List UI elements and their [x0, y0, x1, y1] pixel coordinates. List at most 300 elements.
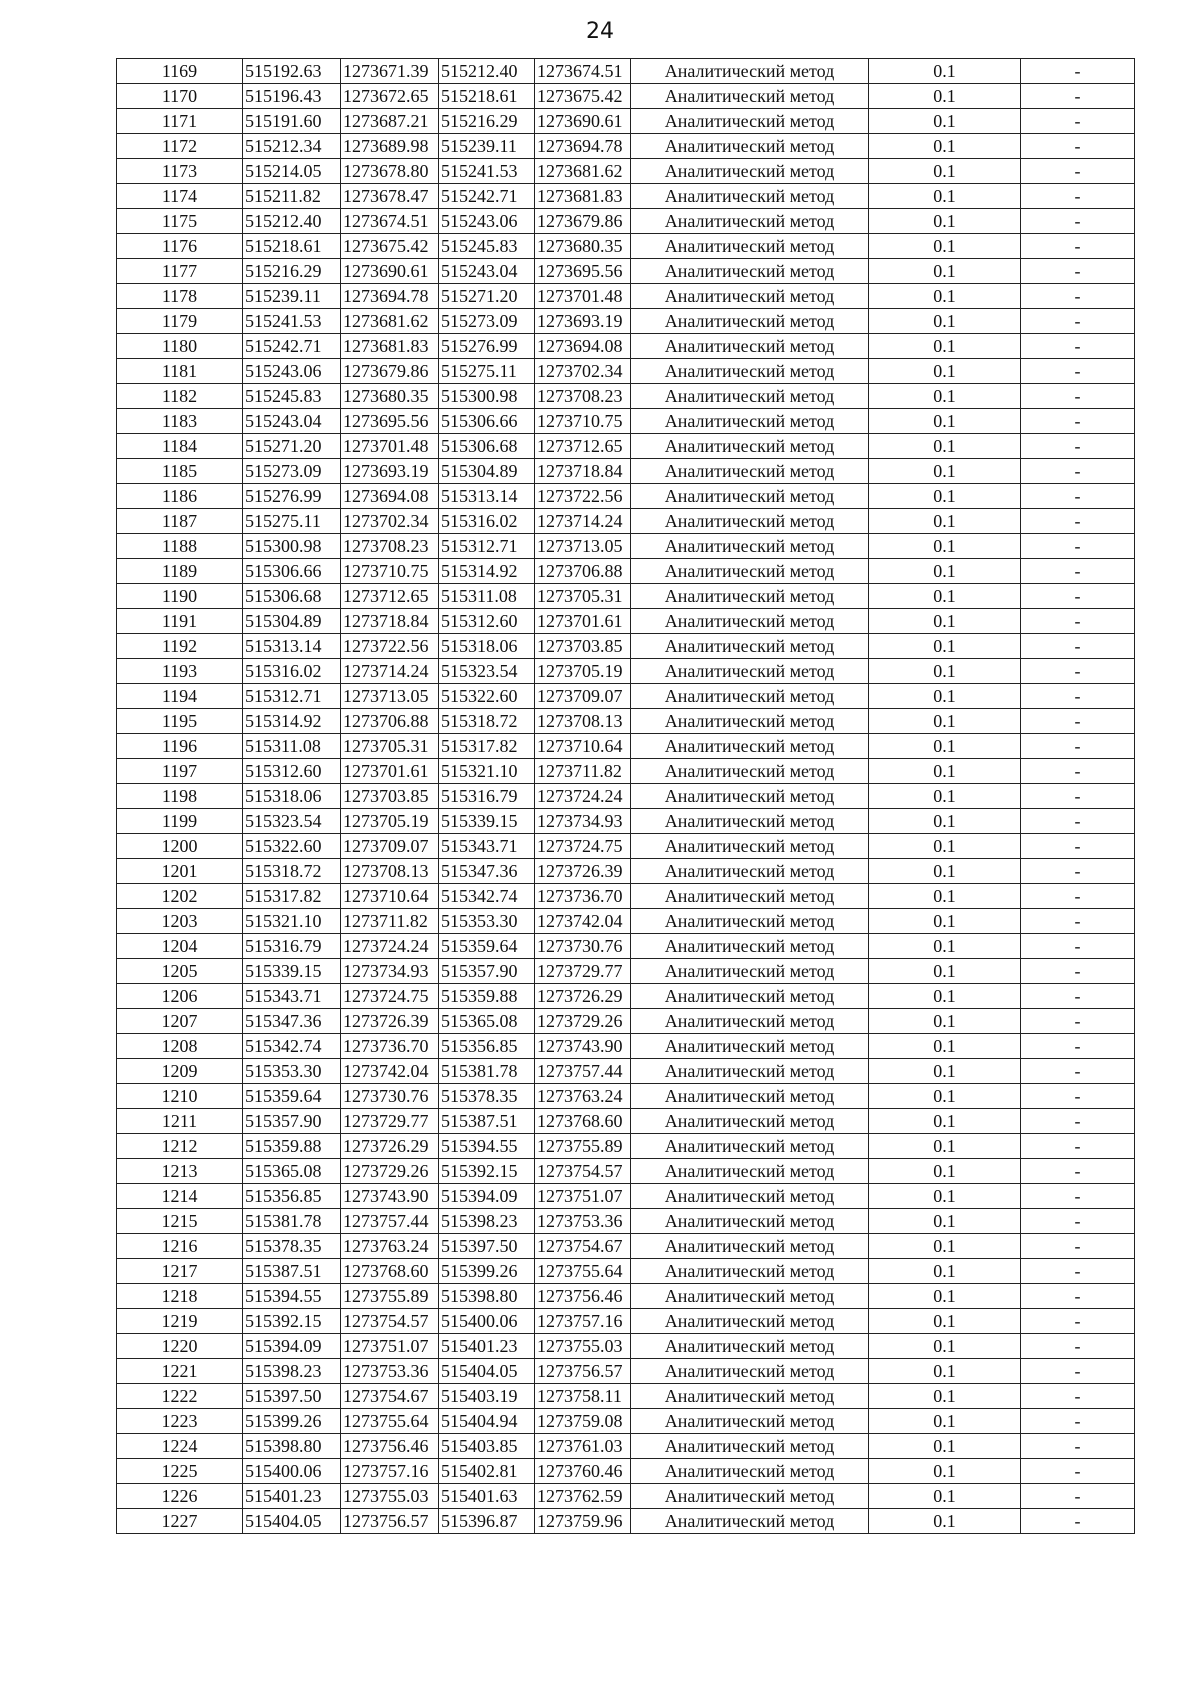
point-number-cell: 1173 [117, 159, 243, 184]
x-start-cell: 515243.06 [243, 359, 341, 384]
y-end-cell: 1273708.23 [535, 384, 631, 409]
point-number-cell: 1202 [117, 884, 243, 909]
y-end-cell: 1273759.96 [535, 1509, 631, 1534]
y-start-cell: 1273708.13 [341, 859, 439, 884]
note-cell: - [1021, 734, 1135, 759]
method-cell: Аналитический метод [631, 1209, 869, 1234]
note-cell: - [1021, 834, 1135, 859]
y-start-cell: 1273671.39 [341, 59, 439, 84]
y-start-cell: 1273705.19 [341, 809, 439, 834]
x-start-cell: 515359.88 [243, 1134, 341, 1159]
table-row [117, 1284, 1135, 1309]
accuracy-cell: 0.1 [869, 159, 1021, 184]
table-row [117, 809, 1135, 834]
note-cell: - [1021, 184, 1135, 209]
method-cell: Аналитический метод [631, 459, 869, 484]
x-start-cell: 515400.06 [243, 1459, 341, 1484]
table-row [117, 1484, 1135, 1509]
x-end-cell: 515404.94 [439, 1409, 535, 1434]
method-cell: Аналитический метод [631, 684, 869, 709]
accuracy-cell: 0.1 [869, 709, 1021, 734]
y-end-cell: 1273730.76 [535, 934, 631, 959]
y-end-cell: 1273734.93 [535, 809, 631, 834]
table-row [117, 109, 1135, 134]
x-start-cell: 515404.05 [243, 1509, 341, 1534]
accuracy-cell: 0.1 [869, 1459, 1021, 1484]
table-row [117, 934, 1135, 959]
point-number-cell: 1175 [117, 209, 243, 234]
x-end-cell: 515403.85 [439, 1434, 535, 1459]
x-end-cell: 515212.40 [439, 59, 535, 84]
x-start-cell: 515397.50 [243, 1384, 341, 1409]
x-start-cell: 515216.29 [243, 259, 341, 284]
method-cell: Аналитический метод [631, 559, 869, 584]
accuracy-cell: 0.1 [869, 1234, 1021, 1259]
table-row [117, 859, 1135, 884]
accuracy-cell: 0.1 [869, 1084, 1021, 1109]
y-end-cell: 1273693.19 [535, 309, 631, 334]
table-row [117, 684, 1135, 709]
y-start-cell: 1273726.39 [341, 1009, 439, 1034]
x-start-cell: 515316.02 [243, 659, 341, 684]
table-row [117, 1059, 1135, 1084]
accuracy-cell: 0.1 [869, 59, 1021, 84]
point-number-cell: 1191 [117, 609, 243, 634]
y-end-cell: 1273674.51 [535, 59, 631, 84]
method-cell: Аналитический метод [631, 334, 869, 359]
y-end-cell: 1273679.86 [535, 209, 631, 234]
x-start-cell: 515394.09 [243, 1334, 341, 1359]
note-cell: - [1021, 384, 1135, 409]
x-start-cell: 515218.61 [243, 234, 341, 259]
method-cell: Аналитический метод [631, 1009, 869, 1034]
point-number-cell: 1197 [117, 759, 243, 784]
accuracy-cell: 0.1 [869, 234, 1021, 259]
accuracy-cell: 0.1 [869, 834, 1021, 859]
x-end-cell: 515313.14 [439, 484, 535, 509]
accuracy-cell: 0.1 [869, 659, 1021, 684]
note-cell: - [1021, 909, 1135, 934]
point-number-cell: 1210 [117, 1084, 243, 1109]
point-number-cell: 1211 [117, 1109, 243, 1134]
note-cell: - [1021, 809, 1135, 834]
method-cell: Аналитический метод [631, 434, 869, 459]
note-cell: - [1021, 1409, 1135, 1434]
y-start-cell: 1273675.42 [341, 234, 439, 259]
note-cell: - [1021, 859, 1135, 884]
x-end-cell: 515401.63 [439, 1484, 535, 1509]
table-row [117, 209, 1135, 234]
y-end-cell: 1273742.04 [535, 909, 631, 934]
y-end-cell: 1273743.90 [535, 1034, 631, 1059]
x-start-cell: 515306.66 [243, 559, 341, 584]
x-start-cell: 515317.82 [243, 884, 341, 909]
x-start-cell: 515398.23 [243, 1359, 341, 1384]
method-cell: Аналитический метод [631, 709, 869, 734]
y-start-cell: 1273743.90 [341, 1184, 439, 1209]
table-row [117, 159, 1135, 184]
table-row [117, 1384, 1135, 1409]
table-row [117, 534, 1135, 559]
y-start-cell: 1273713.05 [341, 684, 439, 709]
accuracy-cell: 0.1 [869, 259, 1021, 284]
table-row [117, 484, 1135, 509]
method-cell: Аналитический метод [631, 659, 869, 684]
accuracy-cell: 0.1 [869, 934, 1021, 959]
method-cell: Аналитический метод [631, 584, 869, 609]
x-end-cell: 515318.06 [439, 634, 535, 659]
y-start-cell: 1273710.64 [341, 884, 439, 909]
table-body [117, 59, 1135, 1534]
point-number-cell: 1171 [117, 109, 243, 134]
method-cell: Аналитический метод [631, 759, 869, 784]
x-start-cell: 515394.55 [243, 1284, 341, 1309]
method-cell: Аналитический метод [631, 984, 869, 1009]
x-start-cell: 515318.06 [243, 784, 341, 809]
accuracy-cell: 0.1 [869, 1334, 1021, 1359]
x-start-cell: 515347.36 [243, 1009, 341, 1034]
y-start-cell: 1273709.07 [341, 834, 439, 859]
x-end-cell: 515398.80 [439, 1284, 535, 1309]
method-cell: Аналитический метод [631, 209, 869, 234]
x-end-cell: 515218.61 [439, 84, 535, 109]
x-start-cell: 515311.08 [243, 734, 341, 759]
point-number-cell: 1182 [117, 384, 243, 409]
x-end-cell: 515397.50 [439, 1234, 535, 1259]
note-cell: - [1021, 659, 1135, 684]
method-cell: Аналитический метод [631, 1284, 869, 1309]
x-end-cell: 515314.92 [439, 559, 535, 584]
accuracy-cell: 0.1 [869, 459, 1021, 484]
accuracy-cell: 0.1 [869, 559, 1021, 584]
note-cell: - [1021, 1234, 1135, 1259]
note-cell: - [1021, 884, 1135, 909]
method-cell: Аналитический метод [631, 509, 869, 534]
x-end-cell: 515399.26 [439, 1259, 535, 1284]
y-start-cell: 1273687.21 [341, 109, 439, 134]
x-end-cell: 515403.19 [439, 1384, 535, 1409]
method-cell: Аналитический метод [631, 1484, 869, 1509]
y-end-cell: 1273759.08 [535, 1409, 631, 1434]
accuracy-cell: 0.1 [869, 84, 1021, 109]
table-row [117, 434, 1135, 459]
table-row [117, 884, 1135, 909]
accuracy-cell: 0.1 [869, 734, 1021, 759]
y-start-cell: 1273679.86 [341, 359, 439, 384]
note-cell: - [1021, 984, 1135, 1009]
y-end-cell: 1273768.60 [535, 1109, 631, 1134]
x-start-cell: 515357.90 [243, 1109, 341, 1134]
point-number-cell: 1198 [117, 784, 243, 809]
point-number-cell: 1187 [117, 509, 243, 534]
y-start-cell: 1273753.36 [341, 1359, 439, 1384]
y-end-cell: 1273753.36 [535, 1209, 631, 1234]
x-end-cell: 515318.72 [439, 709, 535, 734]
x-start-cell: 515300.98 [243, 534, 341, 559]
x-end-cell: 515321.10 [439, 759, 535, 784]
accuracy-cell: 0.1 [869, 634, 1021, 659]
table-row [117, 259, 1135, 284]
method-cell: Аналитический метод [631, 159, 869, 184]
y-start-cell: 1273718.84 [341, 609, 439, 634]
y-end-cell: 1273705.31 [535, 584, 631, 609]
note-cell: - [1021, 1134, 1135, 1159]
table-row [117, 1459, 1135, 1484]
method-cell: Аналитический метод [631, 109, 869, 134]
method-cell: Аналитический метод [631, 634, 869, 659]
point-number-cell: 1190 [117, 584, 243, 609]
x-start-cell: 515318.72 [243, 859, 341, 884]
y-start-cell: 1273703.85 [341, 784, 439, 809]
x-start-cell: 515323.54 [243, 809, 341, 834]
method-cell: Аналитический метод [631, 1309, 869, 1334]
note-cell: - [1021, 1059, 1135, 1084]
table-row [117, 1509, 1135, 1534]
accuracy-cell: 0.1 [869, 109, 1021, 134]
y-start-cell: 1273757.44 [341, 1209, 439, 1234]
x-end-cell: 515312.60 [439, 609, 535, 634]
note-cell: - [1021, 209, 1135, 234]
x-end-cell: 515339.15 [439, 809, 535, 834]
table-row [117, 1434, 1135, 1459]
y-start-cell: 1273755.89 [341, 1284, 439, 1309]
point-number-cell: 1221 [117, 1359, 243, 1384]
point-number-cell: 1188 [117, 534, 243, 559]
accuracy-cell: 0.1 [869, 859, 1021, 884]
note-cell: - [1021, 1159, 1135, 1184]
table-row [117, 509, 1135, 534]
x-start-cell: 515212.34 [243, 134, 341, 159]
x-start-cell: 515211.82 [243, 184, 341, 209]
point-number-cell: 1192 [117, 634, 243, 659]
y-end-cell: 1273754.67 [535, 1234, 631, 1259]
x-end-cell: 515242.71 [439, 184, 535, 209]
accuracy-cell: 0.1 [869, 359, 1021, 384]
table-row [117, 759, 1135, 784]
point-number-cell: 1226 [117, 1484, 243, 1509]
y-end-cell: 1273761.03 [535, 1434, 631, 1459]
table-row [117, 784, 1135, 809]
accuracy-cell: 0.1 [869, 134, 1021, 159]
y-start-cell: 1273757.16 [341, 1459, 439, 1484]
y-end-cell: 1273705.19 [535, 659, 631, 684]
x-start-cell: 515401.23 [243, 1484, 341, 1509]
y-start-cell: 1273768.60 [341, 1259, 439, 1284]
y-end-cell: 1273726.29 [535, 984, 631, 1009]
x-end-cell: 515353.30 [439, 909, 535, 934]
y-start-cell: 1273701.61 [341, 759, 439, 784]
table-row [117, 59, 1135, 84]
accuracy-cell: 0.1 [869, 309, 1021, 334]
table-row [117, 1359, 1135, 1384]
method-cell: Аналитический метод [631, 734, 869, 759]
x-end-cell: 515343.71 [439, 834, 535, 859]
table-row [117, 334, 1135, 359]
table-row [117, 184, 1135, 209]
method-cell: Аналитический метод [631, 284, 869, 309]
point-number-cell: 1219 [117, 1309, 243, 1334]
y-start-cell: 1273751.07 [341, 1334, 439, 1359]
x-start-cell: 515312.71 [243, 684, 341, 709]
x-start-cell: 515314.92 [243, 709, 341, 734]
note-cell: - [1021, 1309, 1135, 1334]
table-row [117, 959, 1135, 984]
x-start-cell: 515242.71 [243, 334, 341, 359]
note-cell: - [1021, 1284, 1135, 1309]
x-start-cell: 515359.64 [243, 1084, 341, 1109]
accuracy-cell: 0.1 [869, 1284, 1021, 1309]
y-end-cell: 1273694.78 [535, 134, 631, 159]
x-end-cell: 515300.98 [439, 384, 535, 409]
y-end-cell: 1273675.42 [535, 84, 631, 109]
x-start-cell: 515316.79 [243, 934, 341, 959]
point-number-cell: 1201 [117, 859, 243, 884]
note-cell: - [1021, 709, 1135, 734]
method-cell: Аналитический метод [631, 309, 869, 334]
table-row [117, 134, 1135, 159]
accuracy-cell: 0.1 [869, 409, 1021, 434]
x-start-cell: 515387.51 [243, 1259, 341, 1284]
x-end-cell: 515317.82 [439, 734, 535, 759]
accuracy-cell: 0.1 [869, 584, 1021, 609]
method-cell: Аналитический метод [631, 959, 869, 984]
accuracy-cell: 0.1 [869, 909, 1021, 934]
table-row [117, 459, 1135, 484]
accuracy-cell: 0.1 [869, 1159, 1021, 1184]
y-end-cell: 1273701.48 [535, 284, 631, 309]
x-end-cell: 515404.05 [439, 1359, 535, 1384]
point-number-cell: 1227 [117, 1509, 243, 1534]
y-start-cell: 1273724.75 [341, 984, 439, 1009]
point-number-cell: 1196 [117, 734, 243, 759]
x-end-cell: 515316.79 [439, 784, 535, 809]
x-start-cell: 515399.26 [243, 1409, 341, 1434]
table-row [117, 309, 1135, 334]
table-row [117, 1234, 1135, 1259]
table-row [117, 384, 1135, 409]
method-cell: Аналитический метод [631, 834, 869, 859]
x-end-cell: 515392.15 [439, 1159, 535, 1184]
accuracy-cell: 0.1 [869, 1359, 1021, 1384]
method-cell: Аналитический метод [631, 1359, 869, 1384]
table-row [117, 584, 1135, 609]
note-cell: - [1021, 759, 1135, 784]
table-row [117, 609, 1135, 634]
accuracy-cell: 0.1 [869, 884, 1021, 909]
method-cell: Аналитический метод [631, 1084, 869, 1109]
x-end-cell: 515394.55 [439, 1134, 535, 1159]
y-start-cell: 1273729.77 [341, 1109, 439, 1134]
point-number-cell: 1214 [117, 1184, 243, 1209]
y-end-cell: 1273680.35 [535, 234, 631, 259]
x-start-cell: 515365.08 [243, 1159, 341, 1184]
accuracy-cell: 0.1 [869, 1184, 1021, 1209]
method-cell: Аналитический метод [631, 234, 869, 259]
method-cell: Аналитический метод [631, 259, 869, 284]
point-number-cell: 1213 [117, 1159, 243, 1184]
x-start-cell: 515239.11 [243, 284, 341, 309]
note-cell: - [1021, 1359, 1135, 1384]
accuracy-cell: 0.1 [869, 1384, 1021, 1409]
table-row [117, 359, 1135, 384]
note-cell: - [1021, 784, 1135, 809]
note-cell: - [1021, 309, 1135, 334]
table-row [117, 1134, 1135, 1159]
note-cell: - [1021, 1509, 1135, 1534]
accuracy-cell: 0.1 [869, 284, 1021, 309]
method-cell: Аналитический метод [631, 1109, 869, 1134]
y-end-cell: 1273729.77 [535, 959, 631, 984]
y-start-cell: 1273710.75 [341, 559, 439, 584]
y-end-cell: 1273718.84 [535, 459, 631, 484]
accuracy-cell: 0.1 [869, 984, 1021, 1009]
x-start-cell: 515245.83 [243, 384, 341, 409]
y-end-cell: 1273708.13 [535, 709, 631, 734]
note-cell: - [1021, 1259, 1135, 1284]
accuracy-cell: 0.1 [869, 1509, 1021, 1534]
method-cell: Аналитический метод [631, 1259, 869, 1284]
y-end-cell: 1273706.88 [535, 559, 631, 584]
accuracy-cell: 0.1 [869, 784, 1021, 809]
y-start-cell: 1273705.31 [341, 734, 439, 759]
x-start-cell: 515306.68 [243, 584, 341, 609]
accuracy-cell: 0.1 [869, 334, 1021, 359]
note-cell: - [1021, 609, 1135, 634]
x-end-cell: 515323.54 [439, 659, 535, 684]
point-number-cell: 1199 [117, 809, 243, 834]
x-end-cell: 515243.04 [439, 259, 535, 284]
method-cell: Аналитический метод [631, 784, 869, 809]
y-start-cell: 1273701.48 [341, 434, 439, 459]
x-end-cell: 515357.90 [439, 959, 535, 984]
method-cell: Аналитический метод [631, 134, 869, 159]
point-number-cell: 1216 [117, 1234, 243, 1259]
point-number-cell: 1172 [117, 134, 243, 159]
y-start-cell: 1273695.56 [341, 409, 439, 434]
point-number-cell: 1209 [117, 1059, 243, 1084]
x-end-cell: 515359.64 [439, 934, 535, 959]
note-cell: - [1021, 1209, 1135, 1234]
accuracy-cell: 0.1 [869, 959, 1021, 984]
x-end-cell: 515312.71 [439, 534, 535, 559]
method-cell: Аналитический метод [631, 59, 869, 84]
x-end-cell: 515241.53 [439, 159, 535, 184]
x-start-cell: 515378.35 [243, 1234, 341, 1259]
accuracy-cell: 0.1 [869, 1009, 1021, 1034]
page-number: 24 [586, 19, 614, 44]
y-end-cell: 1273755.64 [535, 1259, 631, 1284]
y-end-cell: 1273695.56 [535, 259, 631, 284]
x-start-cell: 515192.63 [243, 59, 341, 84]
table-row [117, 1334, 1135, 1359]
table-row [117, 234, 1135, 259]
point-number-cell: 1193 [117, 659, 243, 684]
x-start-cell: 515312.60 [243, 759, 341, 784]
table-row [117, 559, 1135, 584]
y-start-cell: 1273694.08 [341, 484, 439, 509]
point-number-cell: 1208 [117, 1034, 243, 1059]
point-number-cell: 1218 [117, 1284, 243, 1309]
x-end-cell: 515243.06 [439, 209, 535, 234]
x-end-cell: 515401.23 [439, 1334, 535, 1359]
y-start-cell: 1273763.24 [341, 1234, 439, 1259]
x-end-cell: 515275.11 [439, 359, 535, 384]
accuracy-cell: 0.1 [869, 484, 1021, 509]
x-start-cell: 515271.20 [243, 434, 341, 459]
y-start-cell: 1273708.23 [341, 534, 439, 559]
method-cell: Аналитический метод [631, 859, 869, 884]
table-row [117, 1109, 1135, 1134]
